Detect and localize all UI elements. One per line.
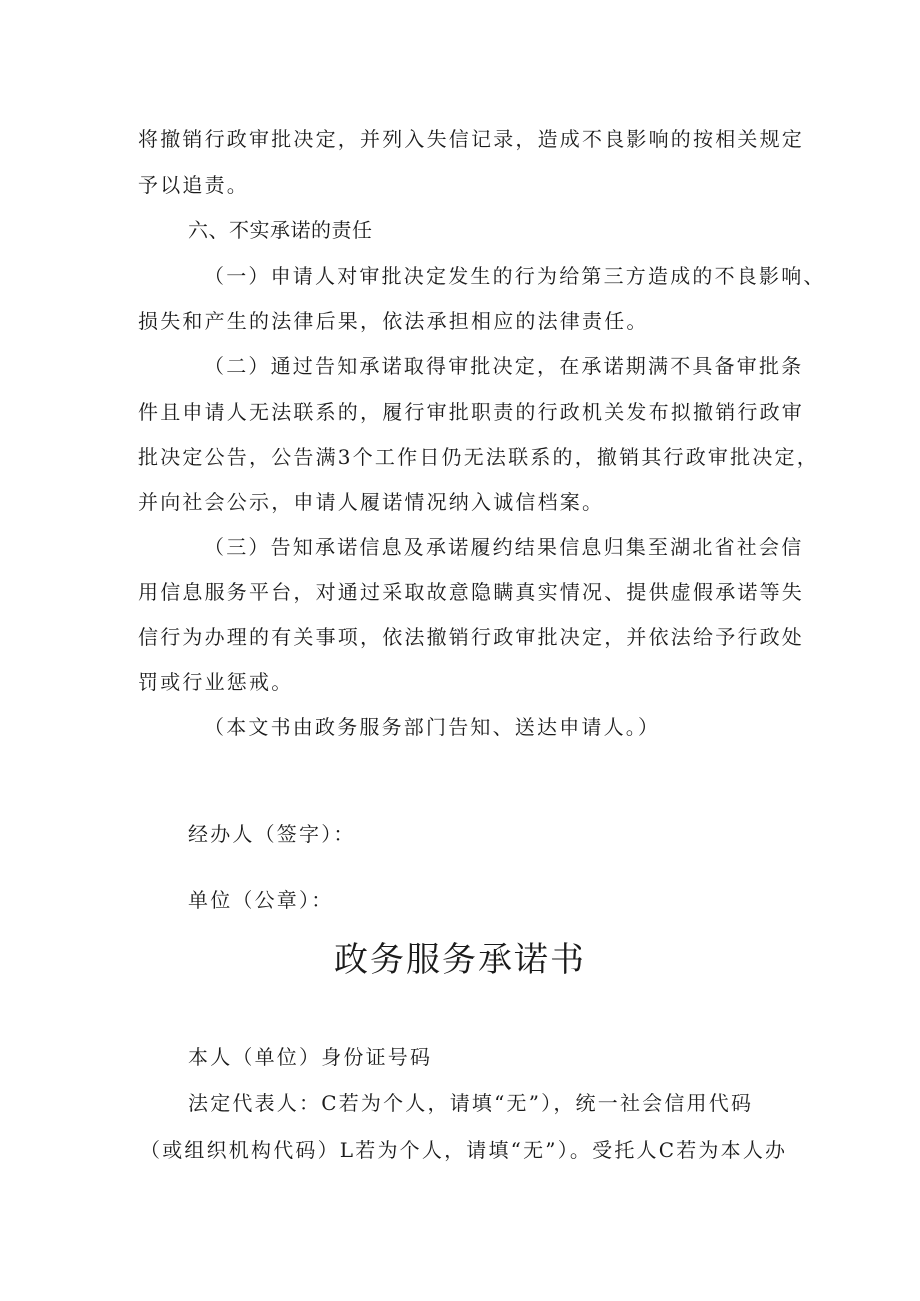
paragraph-line: 并向社会公示，申请人履诺情况纳入诚信档案。	[138, 490, 605, 514]
paragraph-line: （一）申请人对审批决定发生的行为给第三方造成的不良影响、	[204, 264, 826, 288]
paragraph-line: （二）通过告知承诺取得审批决定，在承诺期满不具备审批条	[204, 354, 804, 378]
paragraph-line: 用信息服务平台，对通过采取故意隐瞒真实情况、提供虚假承诺等失	[138, 580, 804, 604]
section-heading: 六、不实承诺的责任	[188, 218, 373, 242]
paragraph-line: 将撤销行政审批决定，并列入失信记录，造成不良影响的按相关规定	[138, 127, 804, 151]
unit-seal-label: 单位（公章）：	[188, 888, 334, 912]
paragraph-line: 予以追责。	[138, 173, 249, 197]
paragraph-line: 损失和产生的法律后果，依法承担相应的法律责任。	[138, 309, 649, 333]
paragraph-line: 批决定公告，公告满3个工作日仍无法联系的，撤销其行政审批决定，	[138, 445, 819, 469]
paragraph-line: （本文书由政务服务部门告知、送达申请人。）	[204, 715, 661, 739]
paragraph-line: 件且申请人无法联系的，履行审批职责的行政机关发布拟撤销行政审	[138, 400, 804, 424]
page-title: 政务服务承诺书	[334, 940, 586, 980]
paragraph-line: 法定代表人：C若为个人，请填“无”），统一社会信用代码	[188, 1091, 754, 1115]
handler-signature-label: 经办人（签字）：	[188, 822, 356, 846]
paragraph-line: （三）告知承诺信息及承诺履约结果信息归集至湖北省社会信	[204, 535, 804, 559]
id-number-label: 本人（单位）身份证号码	[188, 1045, 433, 1069]
paragraph-line: 信行为办理的有关事项，依法撤销行政审批决定，并依法给予行政处	[138, 625, 804, 649]
paragraph-line: （或组织机构代码）L若为个人，请填“无”）。受托人C若为本人办	[140, 1138, 788, 1162]
paragraph-line: 罚或行业惩戒。	[138, 670, 294, 694]
